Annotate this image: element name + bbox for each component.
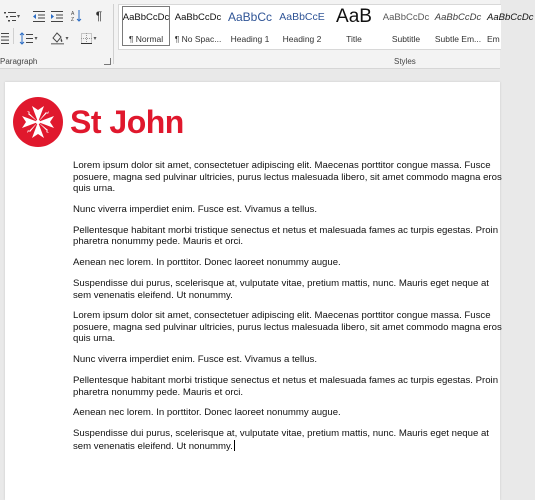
document-body[interactable] xyxy=(73,160,503,462)
style-subtle-emphasis[interactable] xyxy=(433,5,483,47)
increase-indent-button[interactable] xyxy=(50,8,64,24)
paragraph-group xyxy=(0,0,114,68)
line-spacing-button[interactable]: ▾ xyxy=(17,30,41,46)
style-name: Subtle Em... xyxy=(434,34,482,44)
styles-gallery xyxy=(118,4,534,50)
st-john-logo xyxy=(13,97,184,147)
borders-icon xyxy=(81,33,92,44)
style-name: ¶ No Spac... xyxy=(174,34,222,44)
line-spacing-icon xyxy=(20,33,33,44)
paragraph: Lorem ipsum dolor sit amet, consectetuer adipiscing elit. Maecenas porttitor congue massa. Fusce posuere, magna sed pulvinar ultricies, purus lectus malesuada libero, sit amet commodo magna eros quis urna. xyxy=(73,310,502,345)
style-name: Heading 2 xyxy=(282,34,322,44)
justify-button[interactable] xyxy=(0,30,10,46)
style-name: Em xyxy=(487,34,500,44)
paragraph-last xyxy=(73,428,503,452)
style-name: Heading 1 xyxy=(230,34,270,44)
pilcrow-icon: ¶ xyxy=(95,9,103,23)
paragraph: Nunc viverra imperdiet enim. Fusce est. Vivamus a tellus. xyxy=(73,354,318,366)
style-sample: AaBbCcDc xyxy=(487,12,534,23)
paragraph-text: Suspendisse dui purus, scelerisque at, vulputate vitae, pretium mattis, nunc. Mauris eget neque at sem venenatis eleifend. Ut nonummy. xyxy=(73,428,489,452)
style-sample: AaBbCcE xyxy=(279,11,325,23)
style-sample: AaBbCc xyxy=(227,10,273,24)
style-heading-1[interactable] xyxy=(225,5,275,47)
list-icon xyxy=(4,11,16,22)
document-page[interactable] xyxy=(5,82,500,500)
style-name: Subtitle xyxy=(391,34,421,44)
style-no-spacing[interactable] xyxy=(173,5,223,47)
style-name: Title xyxy=(346,34,362,44)
paragraph: Pellentesque habitant morbi tristique senectus et netus et malesuada fames ac turpis egestas. Proin pharetra nonummy pede. Mauris et orci. xyxy=(73,224,499,248)
decrease-indent-button[interactable] xyxy=(32,8,46,24)
logo-wordmark: St John xyxy=(70,103,184,140)
multilevel-list-button[interactable]: ▾ xyxy=(0,8,24,24)
decrease-indent-icon xyxy=(33,11,45,22)
styles-group-label: Styles xyxy=(394,57,416,66)
style-emphasis[interactable] xyxy=(485,5,535,47)
paragraph-group-label: Paragraph xyxy=(0,57,38,66)
increase-indent-icon xyxy=(51,11,63,22)
group-separator xyxy=(113,4,114,64)
toolbar-separator xyxy=(13,28,14,44)
paragraph: Aenean nec lorem. In porttitor. Donec laoreet nonummy augue. xyxy=(73,407,341,419)
shading-icon xyxy=(51,32,64,44)
document-canvas xyxy=(0,69,500,500)
style-sample: AaBbCcDc xyxy=(122,12,170,23)
paragraph: Nunc viverra imperdiet enim. Fusce est. Vivamus a tellus. xyxy=(73,203,318,215)
paragraph: Lorem ipsum dolor sit amet, consectetuer adipiscing elit. Maecenas porttitor congue massa. Fusce posuere, magna sed pulvinar ultricies, purus lectus malesuada libero, sit amet commodo magna eros quis urna. xyxy=(73,160,502,195)
style-subtitle[interactable] xyxy=(381,5,431,47)
ribbon xyxy=(0,0,534,69)
style-sample: AaBbCcDc xyxy=(434,12,482,23)
style-sample: AaBbCcDc xyxy=(382,12,430,23)
shading-button[interactable]: ▾ xyxy=(48,30,72,46)
style-sample: AaB xyxy=(336,6,372,27)
maltese-cross-icon xyxy=(13,97,63,147)
borders-button[interactable]: ▾ xyxy=(76,30,102,46)
sort-icon xyxy=(71,10,83,22)
style-title[interactable] xyxy=(329,5,379,47)
paragraph: Pellentesque habitant morbi tristique senectus et netus et malesuada fames ac turpis egestas. Proin pharetra nonummy pede. Mauris et orci. xyxy=(73,375,499,398)
paragraph-dialog-launcher[interactable] xyxy=(104,58,111,65)
style-name: ¶ Normal xyxy=(128,34,164,44)
style-sample: AaBbCcDc xyxy=(174,12,222,23)
paragraph: Aenean nec lorem. In porttitor. Donec laoreet nonummy augue. xyxy=(73,257,341,269)
style-heading-2[interactable] xyxy=(277,5,327,47)
justify-icon xyxy=(1,33,9,44)
sort-button[interactable] xyxy=(70,8,84,24)
show-formatting-button[interactable] xyxy=(92,8,106,24)
svg-text:Z: Z xyxy=(71,17,75,23)
paragraph: Suspendisse dui purus, scelerisque at, vulputate vitae, pretium mattis, nunc. Mauris eget neque at sem venenatis eleifend. Ut nonummy. xyxy=(73,277,489,301)
style-normal[interactable] xyxy=(121,5,171,47)
text-cursor xyxy=(234,440,235,451)
svg-text:A: A xyxy=(71,11,75,17)
